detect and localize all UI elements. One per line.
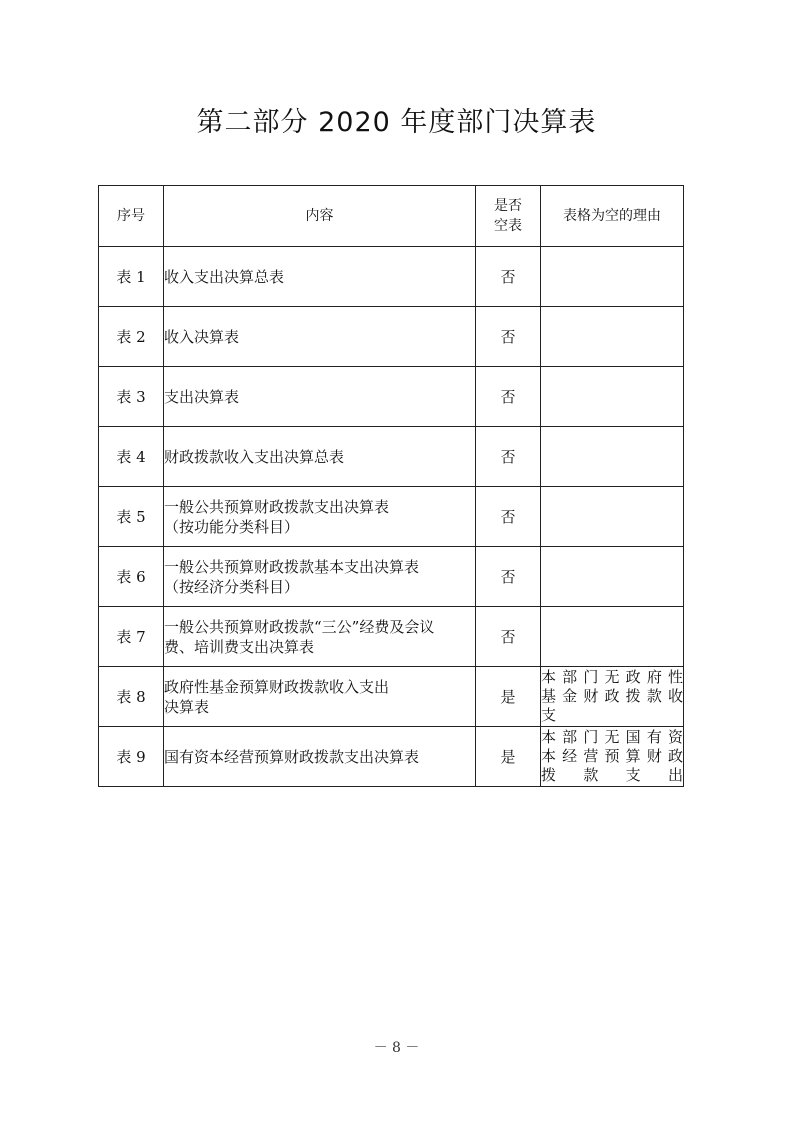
table-row	[99, 547, 684, 607]
row-content	[164, 607, 476, 667]
row-content	[164, 547, 476, 607]
row-content	[164, 247, 476, 307]
row-content-line: 费、培训费支出决算表	[164, 637, 315, 656]
row-is-empty: 否	[476, 307, 541, 367]
header-is-empty	[476, 186, 541, 247]
row-content	[164, 727, 476, 787]
row-index: 表 1	[99, 247, 164, 307]
row-content-line: 国有资本经营预算财政拨款支出决算表	[164, 747, 420, 766]
row-content-line: 决算表	[164, 697, 210, 716]
row-reason	[541, 247, 684, 307]
header-content: 内容	[164, 186, 476, 247]
row-is-empty: 否	[476, 547, 541, 607]
row-index: 表 7	[99, 607, 164, 667]
row-index: 表 4	[99, 427, 164, 487]
row-index: 表 2	[99, 307, 164, 367]
row-reason	[541, 727, 684, 787]
row-is-empty: 否	[476, 607, 541, 667]
row-content-line: 支出决算表	[164, 387, 240, 406]
row-index: 表 6	[99, 547, 164, 607]
row-reason	[541, 667, 684, 727]
row-content	[164, 427, 476, 487]
table-row	[99, 727, 684, 787]
row-reason	[541, 427, 684, 487]
row-content-line: 收入支出决算总表	[164, 267, 285, 286]
table-row	[99, 247, 684, 307]
table-row	[99, 667, 684, 727]
row-reason-line: 本部门无国有资	[541, 728, 683, 746]
row-content-line: 财政拨款收入支出决算总表	[164, 447, 345, 466]
row-content-line: 一般公共预算财政拨款支出决算表	[164, 497, 390, 516]
row-reason-line: 本经营预算财政	[541, 747, 683, 765]
row-content-line: 一般公共预算财政拨款“三公”经费及会议	[164, 617, 435, 636]
row-is-empty: 是	[476, 667, 541, 727]
row-reason-line: 基金财政拨款收	[541, 687, 683, 705]
row-content-line: 一般公共预算财政拨款基本支出决算表	[164, 557, 420, 576]
table-body	[99, 247, 684, 787]
header-index: 序号	[99, 186, 164, 247]
row-index: 表 8	[99, 667, 164, 727]
row-reason	[541, 487, 684, 547]
page-title: 第二部分 2020 年度部门决算表	[196, 107, 597, 138]
header-is-empty-line1: 是否	[494, 198, 522, 214]
row-content	[164, 487, 476, 547]
row-is-empty: 否	[476, 247, 541, 307]
table-row	[99, 427, 684, 487]
row-content	[164, 367, 476, 427]
row-index: 表 9	[99, 727, 164, 787]
row-is-empty: 否	[476, 427, 541, 487]
row-is-empty: 否	[476, 367, 541, 427]
table-row	[99, 307, 684, 367]
budget-tables-list	[98, 185, 684, 787]
header-reason: 表格为空的理由	[541, 186, 684, 247]
row-reason-line: 本部门无政府性	[541, 668, 683, 686]
row-index: 表 3	[99, 367, 164, 427]
page-number: － 8 －	[373, 1040, 420, 1056]
row-content-line: （按功能分类科目）	[164, 517, 300, 536]
row-index: 表 5	[99, 487, 164, 547]
row-content	[164, 307, 476, 367]
table-row	[99, 607, 684, 667]
row-reason-line: 支	[541, 706, 557, 724]
table-header-row	[99, 186, 684, 247]
table-row	[99, 487, 684, 547]
row-content	[164, 667, 476, 727]
row-is-empty: 是	[476, 727, 541, 787]
row-content-line: 收入决算表	[164, 327, 240, 346]
row-content-line: 政府性基金预算财政拨款收入支出	[164, 677, 390, 696]
row-reason	[541, 367, 684, 427]
row-reason	[541, 307, 684, 367]
row-reason	[541, 607, 684, 667]
table-row	[99, 367, 684, 427]
row-reason	[541, 547, 684, 607]
header-is-empty-line2: 空表	[494, 218, 522, 234]
row-content-line: （按经济分类科目）	[164, 577, 300, 596]
row-reason-line: 拨款支出	[541, 766, 683, 784]
row-is-empty: 否	[476, 487, 541, 547]
